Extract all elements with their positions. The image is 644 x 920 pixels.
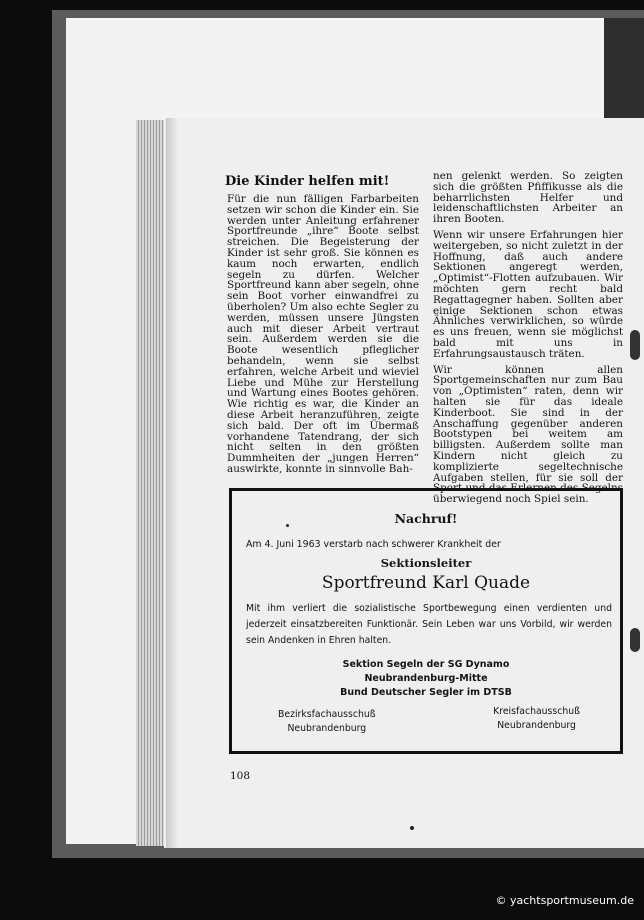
page-gutter — [166, 118, 178, 848]
signature-left — [278, 708, 376, 736]
obituary-box — [229, 488, 623, 754]
article-heading: Die Kinder helfen mit! — [225, 174, 390, 189]
sign-line: Bezirksfachausschuß — [278, 709, 376, 720]
org-line: Neubrandenburg-Mitte — [364, 673, 488, 684]
paragraph: nen gelenkt werden. So zeigten sich die größten Pfiffikusse als die beharrlichsten Helfer und leidenschaftlichsten Arbeiter an ihren Booten. — [433, 170, 623, 226]
speck — [410, 826, 414, 830]
obituary-title: Nachruf! — [394, 511, 458, 526]
article-column-right — [433, 171, 623, 510]
org-line: Sektion Segeln der SG Dynamo — [342, 659, 510, 670]
paragraph: Wir können allen Sportgemeinschaften nur zum Bau von „Optimisten“ raten, denn wir halten sie für das ideale Kinderboot. Sie sind in der Anschaffung gegenüber anderen Bootstypen bei weitem am billigsten. Außerdem sollte man Kindern nicht gleich zu komplizierte segeltechnische Aufgaben stellen, für sie soll der Sport und das Erlernen des Segelns überwiegend noch Spiel sein. — [433, 363, 623, 506]
sign-line: Neubrandenburg — [287, 723, 367, 734]
obituary-intro: Am 4. Juni 1963 verstarb nach schwerer Krankheit der — [246, 539, 501, 550]
org-line: Bund Deutscher Segler im DTSB — [340, 687, 512, 698]
paragraph: Für die nun fälligen Farbarbeiten setzen wir schon die Kinder ein. Sie werden unter Anleitung erfahrener Sportfreunde „ihre“ Boote selbst streichen. Die Begeisterung der Kinder ist sehr groß. Sie können es kaum noch erwarten, endlich segeln zu dürfen. Welcher Sportfreund kann aber segeln, ohne sein Boot vorher einwandfrei zu überholen? Um also echte Segler zu werden, müssen unsere Jüngsten auch mit dieser Arbeit vertraut sein. Außerdem werden sie die Boote wesentlich pfleglicher behandeln, wenn sie selbst erfahren, welche Arbeit und wieviel Liebe und Mühe zur Herstellung und Wartung eines Bootes gehören. Wie richtig es war, die Kinder an diese Arbeit heranzuführen, zeigte sich bald. Der oft im Übermaß vorhandene Tatendrang, der sich nicht selten in den größten Dummheiten der „jungen Herren“ auswirkte, konnte in sinnvolle Bah- — [227, 193, 419, 475]
page-stack — [136, 120, 166, 846]
obituary-role: Sektionsleiter — [380, 556, 472, 570]
sign-line: Kreisfachausschuß — [493, 706, 580, 717]
sign-line: Neubrandenburg — [497, 720, 576, 731]
paragraph: Wenn wir unsere Erfahrungen hier weitergeben, so nicht zuletzt in der Hoffnung, daß auch andere Sektionen angeregt werden, „Optimist“-Flotten aufzubauen. Wir möchten gern recht bald Regattagegner haben. Sollten aber einige Sektionen schon etwas Ähnliches verwirklichen, so würde es uns freuen, wenn sie möglichst bald mit uns in Erfahrungsaustausch träten. — [433, 228, 623, 360]
obituary-name: Sportfreund Karl Quade — [321, 573, 531, 593]
page-number: 108 — [230, 770, 251, 782]
obituary-body: Mit ihm verliert die sozialistische Sportbewegung einen verdienten und jederzeit einsatzbereiten Funktionär. Sein Leben war uns Vorbild, wir werden sein Andenken in Ehren halten. — [246, 603, 612, 646]
article-column-left — [227, 194, 419, 480]
signature-right — [493, 705, 580, 733]
watermark: © yachtsportmuseum.de — [495, 894, 634, 907]
speck — [286, 524, 289, 527]
binding-hole — [630, 628, 640, 652]
obituary-organization — [232, 658, 620, 700]
book-edge — [604, 18, 644, 130]
binding-hole — [630, 330, 640, 360]
